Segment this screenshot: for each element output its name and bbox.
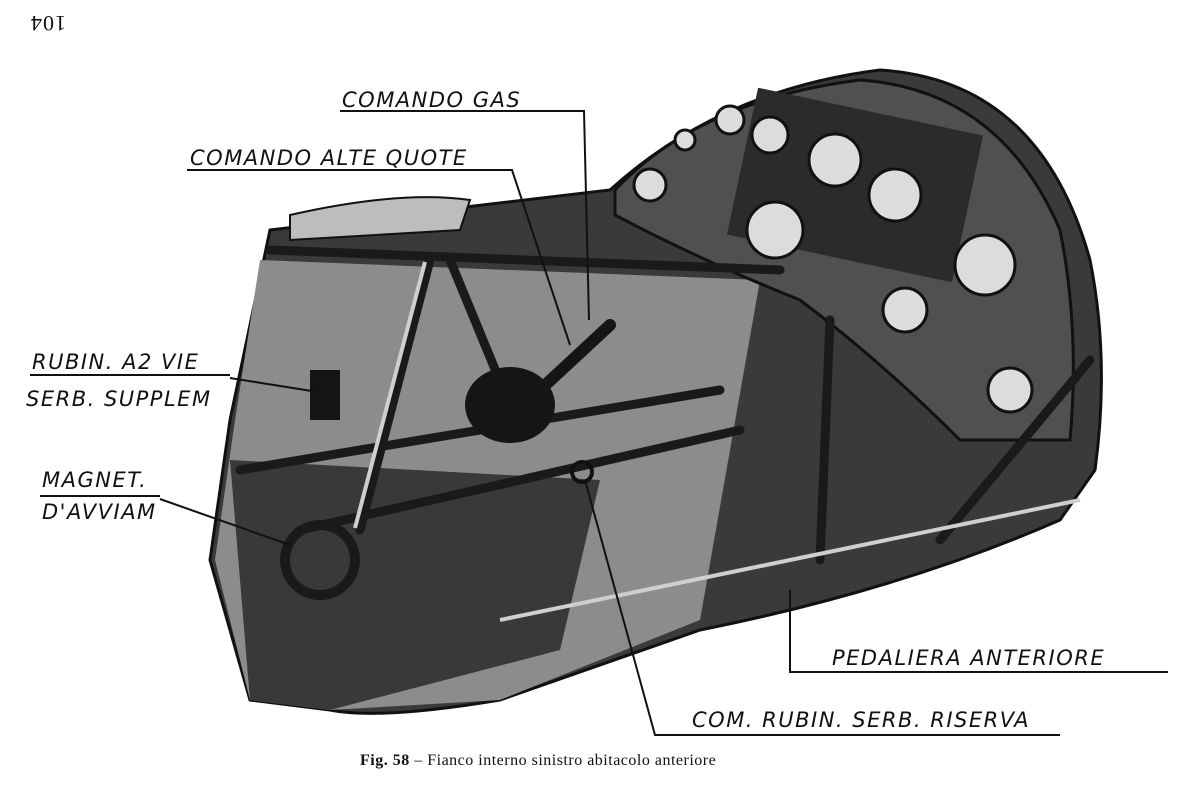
gauge: [988, 368, 1032, 412]
label-comando-gas: COMANDO GAS: [342, 88, 522, 112]
label-magnet-line2: D'AVVIAM: [42, 500, 157, 524]
label-rubin-line1: RUBIN. A2 VIE: [32, 350, 200, 374]
fuel-cock: [310, 370, 340, 420]
gauge: [869, 169, 921, 221]
gauge: [716, 106, 744, 134]
figure-caption: [360, 752, 716, 770]
page-number: 104: [30, 11, 66, 36]
label-comando-alte-quote: COMANDO ALTE QUOTE: [190, 146, 468, 170]
label-magnet-line1: MAGNET.: [42, 468, 148, 492]
figure-number: Fig. 58: [360, 752, 410, 769]
gauge: [752, 117, 788, 153]
gauge: [675, 130, 695, 150]
figure-caption-text: – Fianco interno sinistro abitacolo anteriore: [414, 752, 717, 769]
label-rubin-line2: SERB. SUPPLEM: [26, 387, 212, 411]
gauge: [883, 288, 927, 332]
gauge: [634, 169, 666, 201]
gauge: [955, 235, 1015, 295]
throttle-quadrant: [465, 367, 555, 443]
gauge: [809, 134, 861, 186]
label-pedaliera: PEDALIERA ANTERIORE: [832, 646, 1106, 670]
label-com-rubin: COM. RUBIN. SERB. RISERVA: [692, 708, 1031, 732]
gauge: [747, 202, 803, 258]
